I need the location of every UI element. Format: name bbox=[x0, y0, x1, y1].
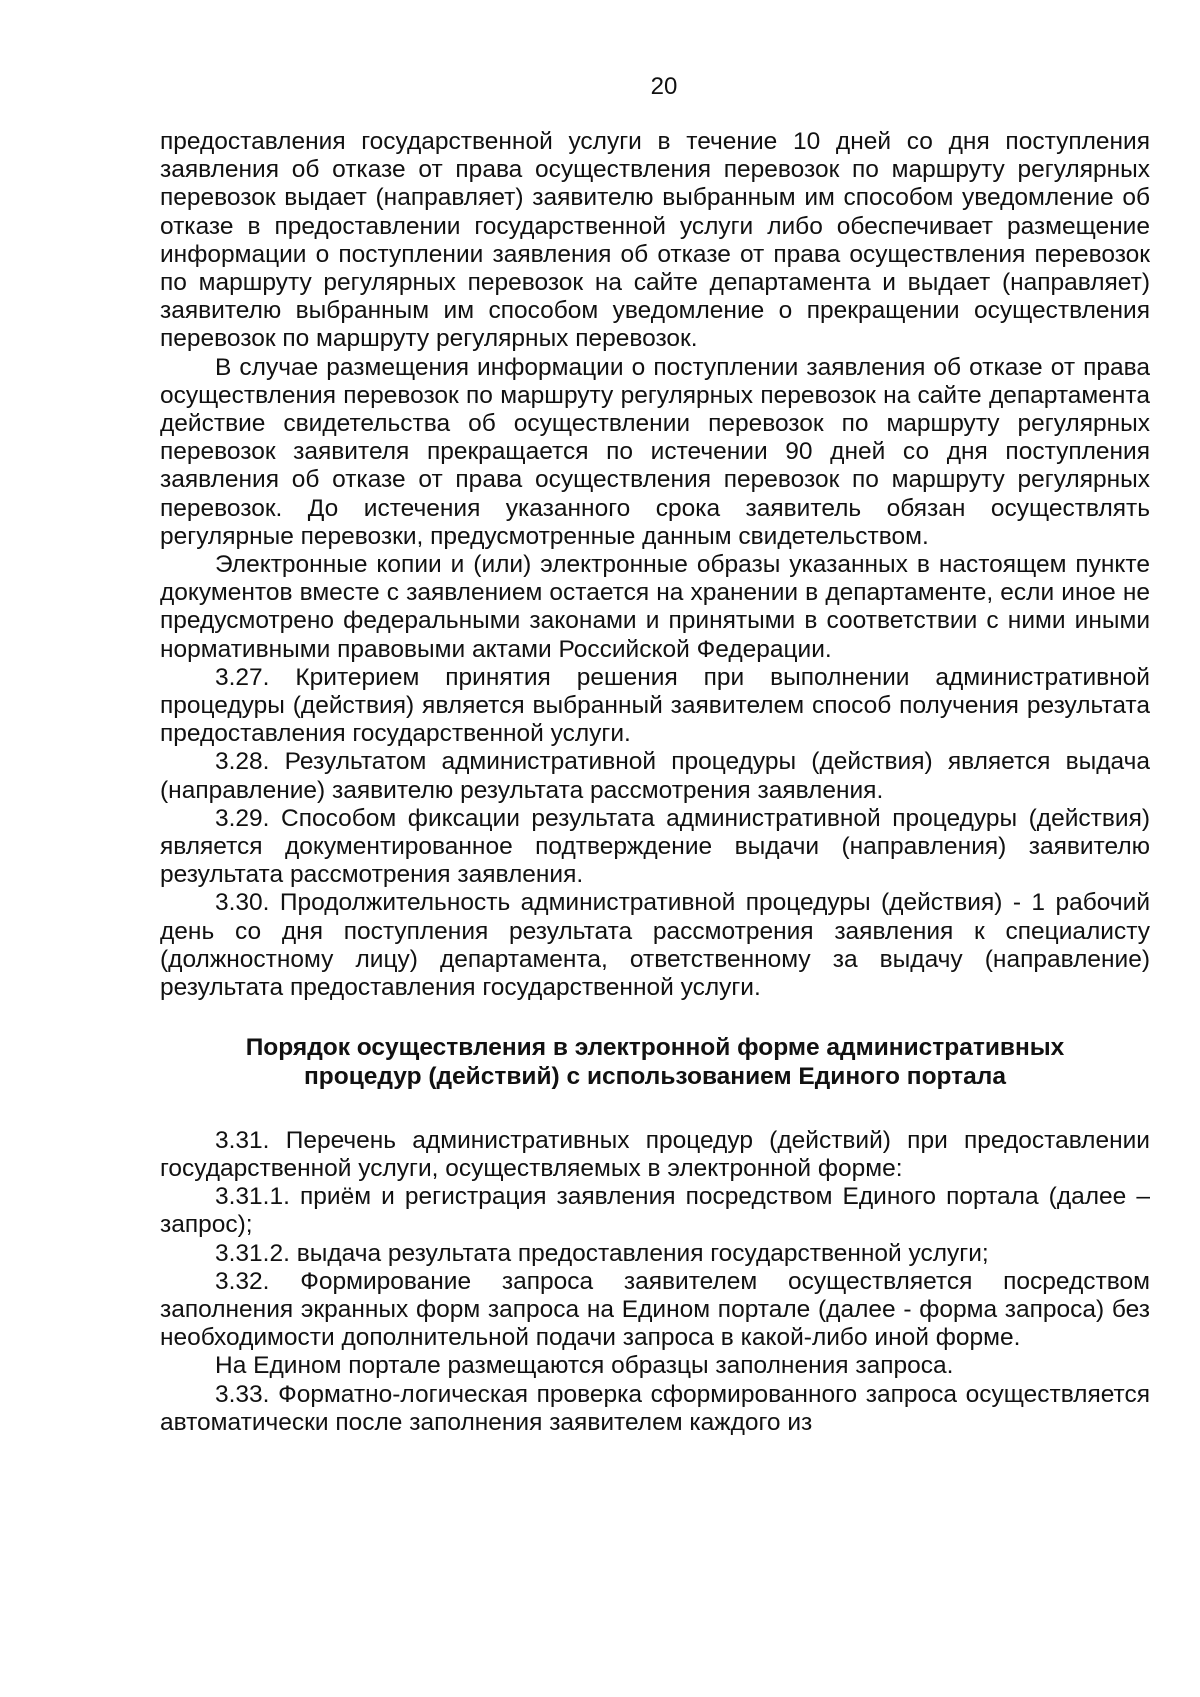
paragraph-electronic-copies: Электронные копии и (или) электронные образы указанных в настоящем пункте документов вместе с заявлением остается на хранении в департаменте, если иное не предусмотрено федеральными законами и принятыми в соответствии с ними иными нормативными правовыми актами Российской Федерации. bbox=[160, 551, 1150, 663]
section-after-heading bbox=[160, 1127, 1150, 1437]
paragraph-3-33: 3.33. Форматно-логическая проверка сформированного запроса осуществляется автоматически после заполнения заявителем каждого из bbox=[160, 1380, 1150, 1436]
section-heading bbox=[160, 1034, 1150, 1090]
section-heading-line-2: процедур (действий) с использованием Единого портала bbox=[304, 1062, 1006, 1090]
document-page bbox=[160, 72, 1150, 1437]
paragraph-3-31: 3.31. Перечень административных процедур (действий) при предоставлении государственной услуги, осуществляемых в электронной форме: bbox=[160, 1126, 1150, 1182]
section-heading-line-1: Порядок осуществления в электронной форме административных bbox=[245, 1034, 1065, 1062]
paragraph-3-31-2: 3.31.2. выдача результата предоставления государственной услуги; bbox=[215, 1239, 989, 1267]
paragraph-samples: На Едином портале размещаются образцы заполнения запроса. bbox=[215, 1352, 954, 1380]
paragraph-3-32: 3.32. Формирование запроса заявителем осуществляется посредством заполнения экранных форм запроса на Едином портале (далее - форма запроса) без необходимости дополнительной подачи запроса в какой-либо иной форме. bbox=[160, 1267, 1150, 1352]
paragraph-continuation: предоставления государственной услуги в течение 10 дней со дня поступления заявления об отказе от права осуществления перевозок по маршруту регулярных перевозок выдает (направляет) заявителю выбранным им способом уведомление об отказе в предоставлении государственной услуги либо обеспечивает размещение информации о поступлении заявления об отказе от права осуществления перевозок по маршруту регулярных перевозок на сайте департамента и выдает (направляет) заявителю выбранным им способом уведомление о прекращении осуществления перевозок по маршруту регулярных перевозок. bbox=[160, 128, 1150, 353]
paragraph-3-30: 3.30. Продолжительность административной процедуры (действия) - 1 рабочий день со дня поступления результата рассмотрения заявления к специалисту (должностному лицу) департамента, ответственному за выдачу (направление) результата предоставления государственной услуги. bbox=[160, 889, 1150, 1002]
page-number: 20 bbox=[650, 73, 678, 100]
paragraph-3-29: 3.29. Способом фиксации результата административной процедуры (действия) является документированное подтверждение выдачи (направления) заявителю результата рассмотрения заявления. bbox=[160, 804, 1150, 889]
paragraph-3-28: 3.28. Результатом административной процедуры (действия) является выдача (направление) заявителю результата рассмотрения заявления. bbox=[160, 748, 1150, 804]
paragraph-site-placement: В случае размещения информации о поступлении заявления об отказе от права осуществления перевозок по маршруту регулярных перевозок на сайте департамента действие свидетельства об осуществлении перевозок по маршруту регулярных перевозок заявителя прекращается по истечении 90 дней со дня поступления заявления об отказе от права осуществления перевозок по маршруту регулярных перевозок. До истечения указанного срока заявитель обязан осуществлять регулярные перевозки, предусмотренные данным свидетельством. bbox=[160, 353, 1150, 550]
section-before-heading bbox=[160, 128, 1150, 1002]
paragraph-3-31-1: 3.31.1. приём и регистрация заявления посредством Единого портала (далее – запрос); bbox=[160, 1183, 1150, 1239]
paragraph-3-27: 3.27. Критерием принятия решения при выполнении административной процедуры (действия) является выбранный заявителем способ получения результата предоставления государственной услуги. bbox=[160, 663, 1150, 748]
